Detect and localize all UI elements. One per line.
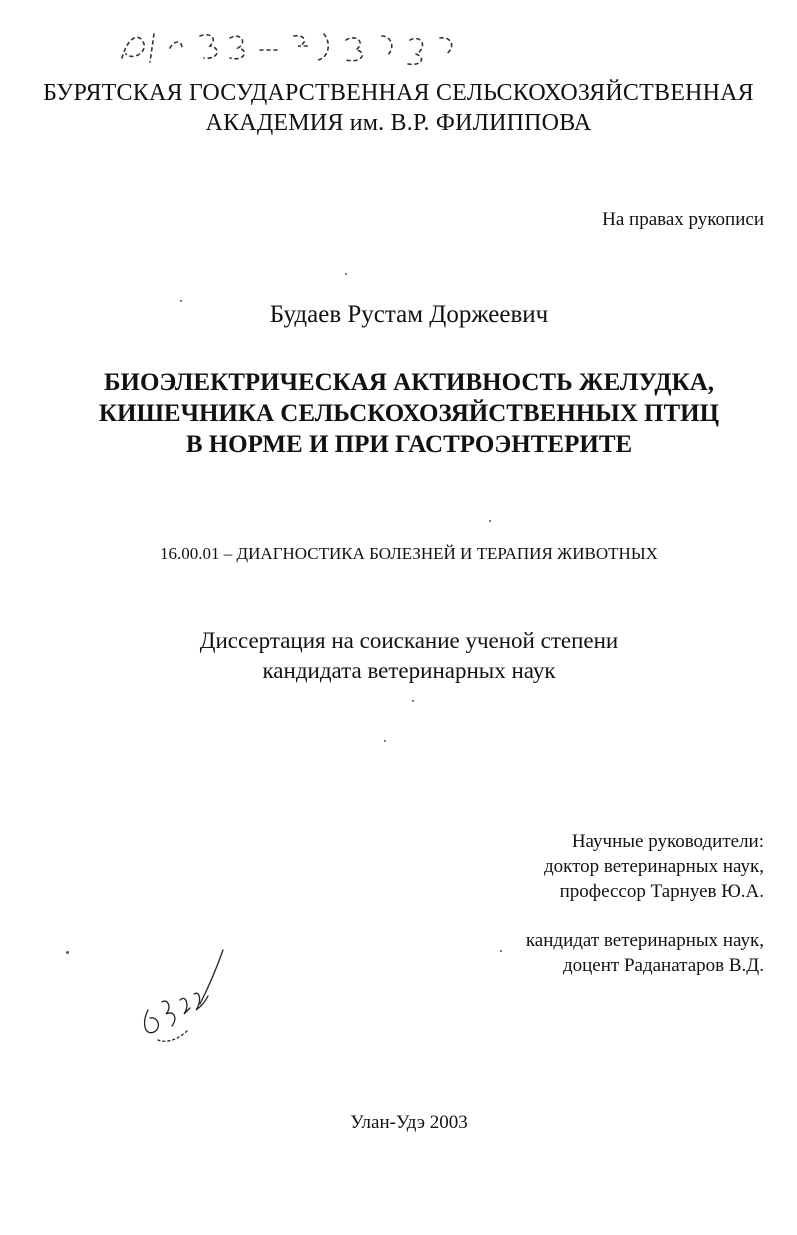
scan-speck xyxy=(489,520,491,522)
archive-stamp-handwriting xyxy=(110,14,480,84)
advisor-2-degree: кандидат ветеринарных наук, xyxy=(525,930,764,951)
title-line-1: БИОЭЛЕКТРИЧЕСКАЯ АКТИВНОСТЬ ЖЕЛУДКА, xyxy=(103,369,714,396)
advisor-1-degree: доктор ветеринарных наук, xyxy=(543,856,764,877)
title-line-2: КИШЕЧНИКА СЕЛЬСКОХОЗЯЙСТВЕННЫХ ПТИЦ xyxy=(98,400,720,427)
specialty-code: 16.00.01 – ДИАГНОСТИКА БОЛЕЗНЕЙ И ТЕРАПИЯ ЖИВОТНЫХ xyxy=(160,544,658,563)
scan-speck xyxy=(66,951,69,954)
scientific-advisors xyxy=(526,829,764,978)
title-line-3: В НОРМЕ И ПРИ ГАСТРОЭНТЕРИТЕ xyxy=(185,431,633,458)
advisor-2-name: доцент Раданатаров В.Д. xyxy=(562,955,764,976)
advisors-heading: Научные руководители: xyxy=(571,831,764,852)
scan-speck xyxy=(345,273,347,275)
degree-line-1: Диссертация на соискание ученой степени xyxy=(199,628,619,653)
scan-speck xyxy=(384,740,386,742)
signature xyxy=(128,940,238,1050)
degree-statement xyxy=(0,626,797,686)
manuscript-note: На правах рукописи xyxy=(602,209,764,230)
institution-name xyxy=(0,78,797,138)
institution-line-1: БУРЯТСКАЯ ГОСУДАРСТВЕННАЯ СЕЛЬСКОХОЗЯЙСТВЕННАЯ xyxy=(43,80,754,106)
advisor-1-name: профессор Тарнуев Ю.А. xyxy=(559,881,764,902)
institution-line-2: АКАДЕМИЯ им. В.Р. ФИЛИППОВА xyxy=(205,110,592,136)
city-year: Улан-Удэ 2003 xyxy=(350,1112,468,1133)
author-name: Будаев Рустам Доржеевич xyxy=(269,301,549,328)
scan-speck xyxy=(500,950,502,952)
scan-speck xyxy=(180,300,182,302)
scan-speck xyxy=(412,700,414,702)
degree-line-2: кандидата ветеринарных наук xyxy=(262,658,556,683)
dissertation-title xyxy=(0,367,797,460)
